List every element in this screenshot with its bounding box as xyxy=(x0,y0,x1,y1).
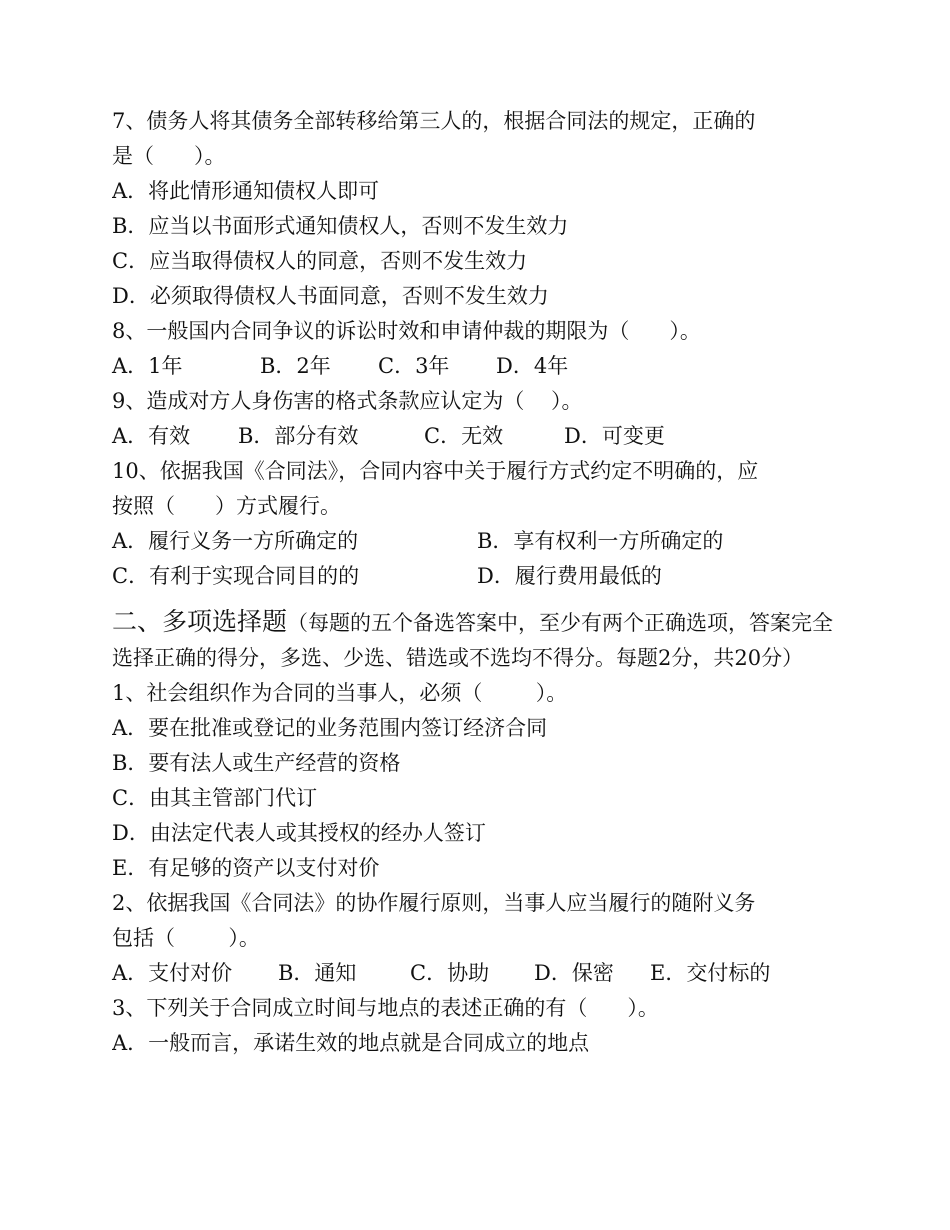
option-d: D．由法定代表人或其授权的经办人签订 xyxy=(112,821,486,845)
question-stem-continued: 包括（ ）。 xyxy=(112,926,260,950)
option-a: A．将此情形通知债权人即可 xyxy=(112,179,380,203)
option-a: A．要在批准或登记的业务范围内签订经济合同 xyxy=(112,716,548,740)
multi-question-1 xyxy=(112,676,842,886)
options-row xyxy=(112,956,842,991)
question-7 xyxy=(112,104,842,314)
option-a: A．有效 xyxy=(112,424,191,448)
options-row xyxy=(112,559,842,594)
option-d: D．可变更 xyxy=(564,424,665,448)
option-c: C．3年 xyxy=(378,354,450,378)
option-a: A．一般而言，承诺生效的地点就是合同成立的地点 xyxy=(112,1031,590,1055)
option-b: B．要有法人或生产经营的资格 xyxy=(112,751,401,775)
multi-question-3 xyxy=(112,991,842,1061)
option-a: A．履行义务一方所确定的 xyxy=(112,529,359,553)
question-stem-continued: 按照（ ）方式履行。 xyxy=(112,494,342,518)
option-e: E．交付标的 xyxy=(650,961,771,985)
option-b: B．通知 xyxy=(278,961,357,985)
question-stem: 2、依据我国《合同法》的协作履行原则，当事人应当履行的随附义务 xyxy=(112,891,756,915)
option-d: D．保密 xyxy=(534,961,614,985)
question-9 xyxy=(112,384,842,454)
page-content xyxy=(112,104,842,1061)
option-c: C．无效 xyxy=(424,424,504,448)
option-b: B．2年 xyxy=(260,354,331,378)
question-stem: 8、一般国内合同争议的诉讼时效和申请仲裁的期限为（ ）。 xyxy=(112,319,701,343)
options-row xyxy=(112,419,842,454)
question-stem-continued: 是（ ）。 xyxy=(112,144,226,168)
option-b: B．部分有效 xyxy=(238,424,359,448)
question-8 xyxy=(112,314,842,384)
option-b: B．应当以书面形式通知债权人，否则不发生效力 xyxy=(112,214,569,238)
question-stem: 9、造成对方人身伤害的格式条款应认定为（ ）。 xyxy=(112,389,583,413)
section-title: 二、多项选择题 xyxy=(112,607,288,636)
question-stem: 3、下列关于合同成立时间与地点的表述正确的有（ ）。 xyxy=(112,996,659,1020)
section-heading xyxy=(112,604,842,676)
option-c: C．协助 xyxy=(410,961,490,985)
option-a: A．1年 xyxy=(112,354,183,378)
option-e: E．有足够的资产以支付对价 xyxy=(112,856,380,880)
question-10 xyxy=(112,454,842,594)
option-d: D．履行费用最低的 xyxy=(477,564,662,588)
multi-question-2 xyxy=(112,886,842,991)
question-stem: 7、债务人将其债务全部转移给第三人的，根据合同法的规定，正确的 xyxy=(112,109,756,133)
option-c: C．有利于实现合同目的的 xyxy=(112,564,360,588)
option-a: A．支付对价 xyxy=(112,961,233,985)
option-d: D．4年 xyxy=(496,354,569,378)
option-c: C．由其主管部门代订 xyxy=(112,786,318,810)
options-row xyxy=(112,349,842,384)
options-row xyxy=(112,524,842,559)
question-stem: 1、社会组织作为合同的当事人，必须（ ）。 xyxy=(112,681,568,705)
option-c: C．应当取得债权人的同意，否则不发生效力 xyxy=(112,249,528,273)
option-d: D．必须取得债权人书面同意，否则不发生效力 xyxy=(112,284,549,308)
option-b: B．享有权利一方所确定的 xyxy=(477,529,724,553)
question-stem: 10、依据我国《合同法》，合同内容中关于履行方式约定不明确的，应 xyxy=(112,459,759,483)
section-instructions: （每题的五个备选答案中，至少有两个正确选项，答案完全选择正确的得分，多选、少选、错选或不选均不得分。每题2分，共20分） xyxy=(112,611,834,670)
